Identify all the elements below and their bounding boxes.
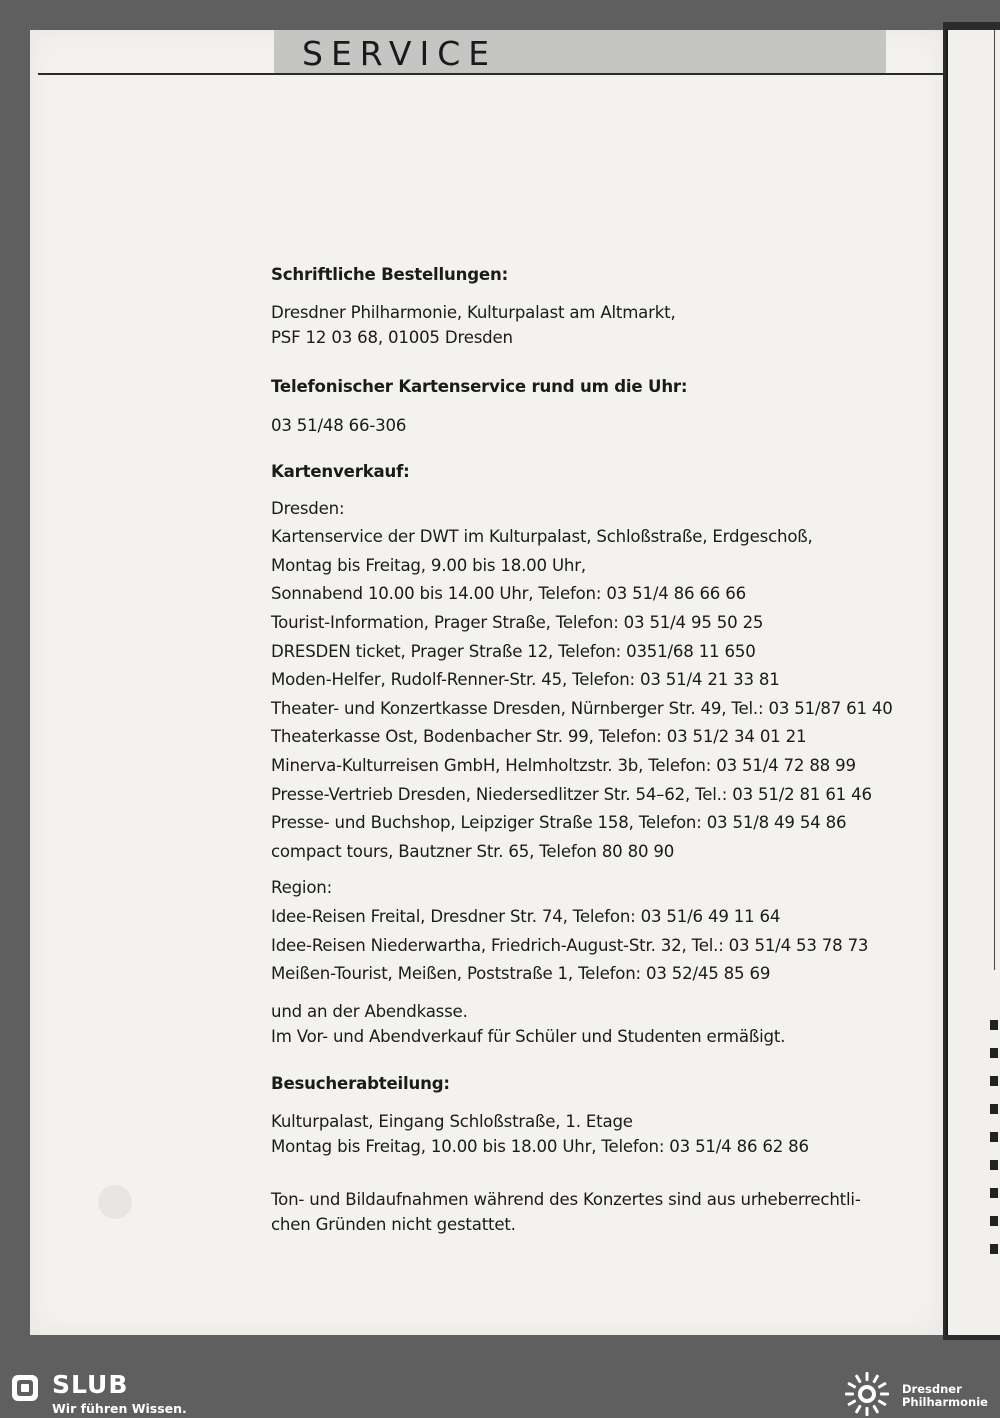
adjacent-page-text-edge	[990, 1020, 998, 1270]
list-item: DRESDEN ticket, Prager Straße 12, Telefon: 0351/68 11 650	[271, 641, 756, 661]
page-title: SERVICE	[302, 34, 498, 73]
header-divider	[38, 73, 943, 75]
region-label: Region:	[271, 878, 332, 898]
list-item: Presse-Vertrieb Dresden, Niedersedlitzer Str. 54–62, Tel.: 03 51/2 81 61 46	[271, 784, 872, 804]
phone-service-number: 03 51/48 66-306	[271, 416, 407, 435]
philharmonie-logo-icon	[843, 1370, 891, 1418]
orders-heading: Schriftliche Bestellungen:	[271, 265, 509, 284]
list-item: compact tours, Bautzner Str. 65, Telefon 80 80 90	[271, 841, 675, 861]
orders-line: Dresdner Philharmonie, Kulturpalast am Altmarkt,	[271, 303, 676, 322]
philharmonie-name-line1: Dresdner	[902, 1382, 962, 1396]
visitors-info	[271, 1109, 911, 1159]
visitors-line: Montag bis Freitag, 10.00 bis 18.00 Uhr, Telefon: 03 51/4 86 62 86	[271, 1136, 809, 1156]
visitors-heading: Besucherabteilung:	[271, 1073, 450, 1093]
paper-smudge	[98, 1185, 132, 1219]
dresden-label: Dresden:	[271, 498, 345, 518]
box-office-line: und an der Abendkasse.	[271, 1001, 468, 1021]
region-outlets-list	[271, 903, 911, 989]
orders-line: PSF 12 03 68, 01005 Dresden	[271, 328, 513, 347]
list-item: Moden-Helfer, Rudolf-Renner-Str. 45, Telefon: 03 51/4 21 33 81	[271, 670, 780, 690]
list-item: Idee-Reisen Freital, Dresdner Str. 74, Telefon: 03 51/6 49 11 64	[271, 906, 781, 926]
list-item: Montag bis Freitag, 9.00 bis 18.00 Uhr,	[271, 555, 586, 575]
adjacent-page-strip	[946, 30, 1000, 1335]
list-item: Presse- und Buchshop, Leipziger Straße 158, Telefon: 03 51/8 49 54 86	[271, 813, 847, 833]
box-office-note	[271, 999, 911, 1049]
list-item: Minerva-Kulturreisen GmbH, Helmholtzstr. 3b, Telefon: 03 51/4 72 88 99	[271, 755, 856, 775]
list-item: Idee-Reisen Niederwartha, Friedrich-August-Str. 32, Tel.: 03 51/4 53 78 73	[271, 935, 869, 955]
slub-name: SLUB	[52, 1370, 129, 1399]
list-item: Theater- und Konzertkasse Dresden, Nürnberger Str. 49, Tel.: 03 51/87 61 40	[271, 698, 893, 718]
service-text	[271, 262, 911, 1237]
slub-tagline: Wir führen Wissen.	[52, 1401, 187, 1416]
philharmonie-name	[902, 1383, 988, 1409]
discount-line: Im Vor- und Abendverkauf für Schüler und Studenten ermäßigt.	[271, 1026, 786, 1046]
slub-logo-icon	[10, 1373, 40, 1403]
visitors-line: Kulturpalast, Eingang Schloßstraße, 1. Etage	[271, 1111, 633, 1131]
list-item: Kartenservice der DWT im Kulturpalast, Schloßstraße, Erdgeschoß,	[271, 527, 813, 547]
sales-heading: Kartenverkauf:	[271, 461, 410, 481]
recording-notice: Ton- und Bildaufnahmen während des Konzertes sind aus urheberrechtlichen Gründen nicht gestattet.	[271, 1189, 861, 1234]
adjacent-page-rule	[994, 30, 1000, 970]
dresden-outlets-list	[271, 523, 911, 866]
phone-service-heading: Telefonischer Kartenservice rund um die Uhr:	[271, 377, 688, 396]
philharmonie-name-line2: Philharmonie	[902, 1395, 988, 1409]
list-item: Tourist-Information, Prager Straße, Telefon: 03 51/4 95 50 25	[271, 612, 764, 632]
list-item: Theaterkasse Ost, Bodenbacher Str. 99, Telefon: 03 51/2 34 01 21	[271, 727, 807, 747]
list-item: Meißen-Tourist, Meißen, Poststraße 1, Telefon: 03 52/45 85 69	[271, 964, 771, 984]
list-item: Sonnabend 10.00 bis 14.00 Uhr, Telefon: 03 51/4 86 66 66	[271, 584, 746, 604]
orders-address	[271, 300, 911, 350]
